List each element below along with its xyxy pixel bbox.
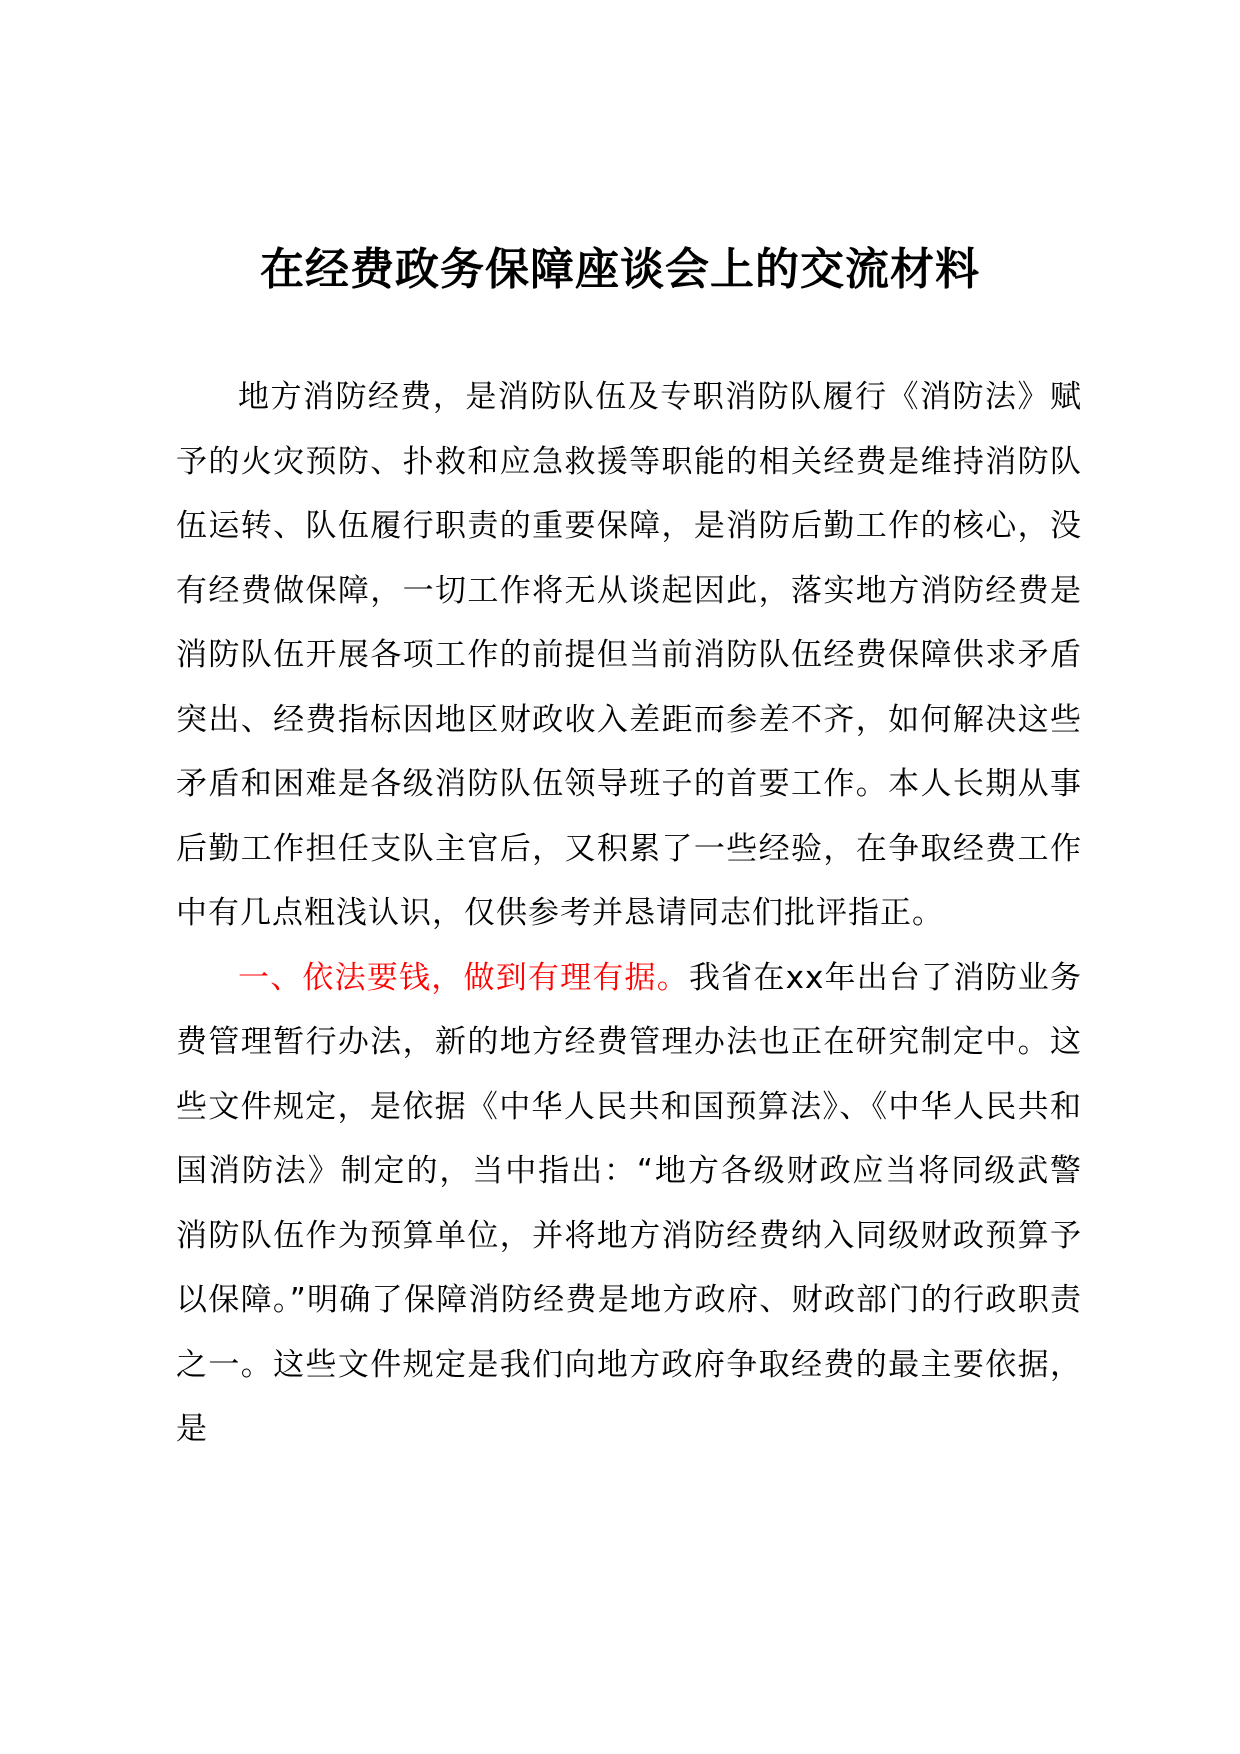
paragraph-section-1 [176, 946, 1082, 1462]
document-body [176, 365, 1082, 1462]
paragraph-text: 地方消防经费，是消防队伍及专职消防队履行《消防法》赋予的火灾预防、扑救和应急救援等职能的相关经费是维持消防队伍运转、队伍履行职责的重要保障，是消防后勤工作的核心，没有经费做保障，一切工作将无从谈起因此，落实地方消防经费是消防队伍开展各项工作的前提但当前消防队伍经费保障供求矛盾突出、经费指标因地区财政收入差距而参差不齐，如何解决这些矛盾和困难是各级消防队伍领导班子的首要工作。本人长期从事后勤工作担任支队主官后，又积累了一些经验，在争取经费工作中有几点粗浅认识，仅供参考并恳请同志们批评指正。 [176, 379, 1082, 931]
paragraph-intro [176, 365, 1082, 946]
paragraph-text: 我省在xx年出台了消防业务费管理暂行办法，新的地方经费管理办法也正在研究制定中。这些文件规定，是依据《中华人民共和国预算法》、《中华人民共和国消防法》制定的，当中指出：“地方各级财政应当将同级武警消防队伍作为预算单位，并将地方消防经费纳入同级财政预算予以保障。”明确了保障消防经费是地方政府、财政部门的行政职责之一。这些文件规定是我们向地方政府争取经费的最主要依据，是 [176, 959, 1082, 1447]
document-title: 在经费政务保障座谈会上的交流材料 [260, 244, 980, 295]
section-heading: 一、依法要钱，做到有理有据。 [238, 959, 689, 996]
